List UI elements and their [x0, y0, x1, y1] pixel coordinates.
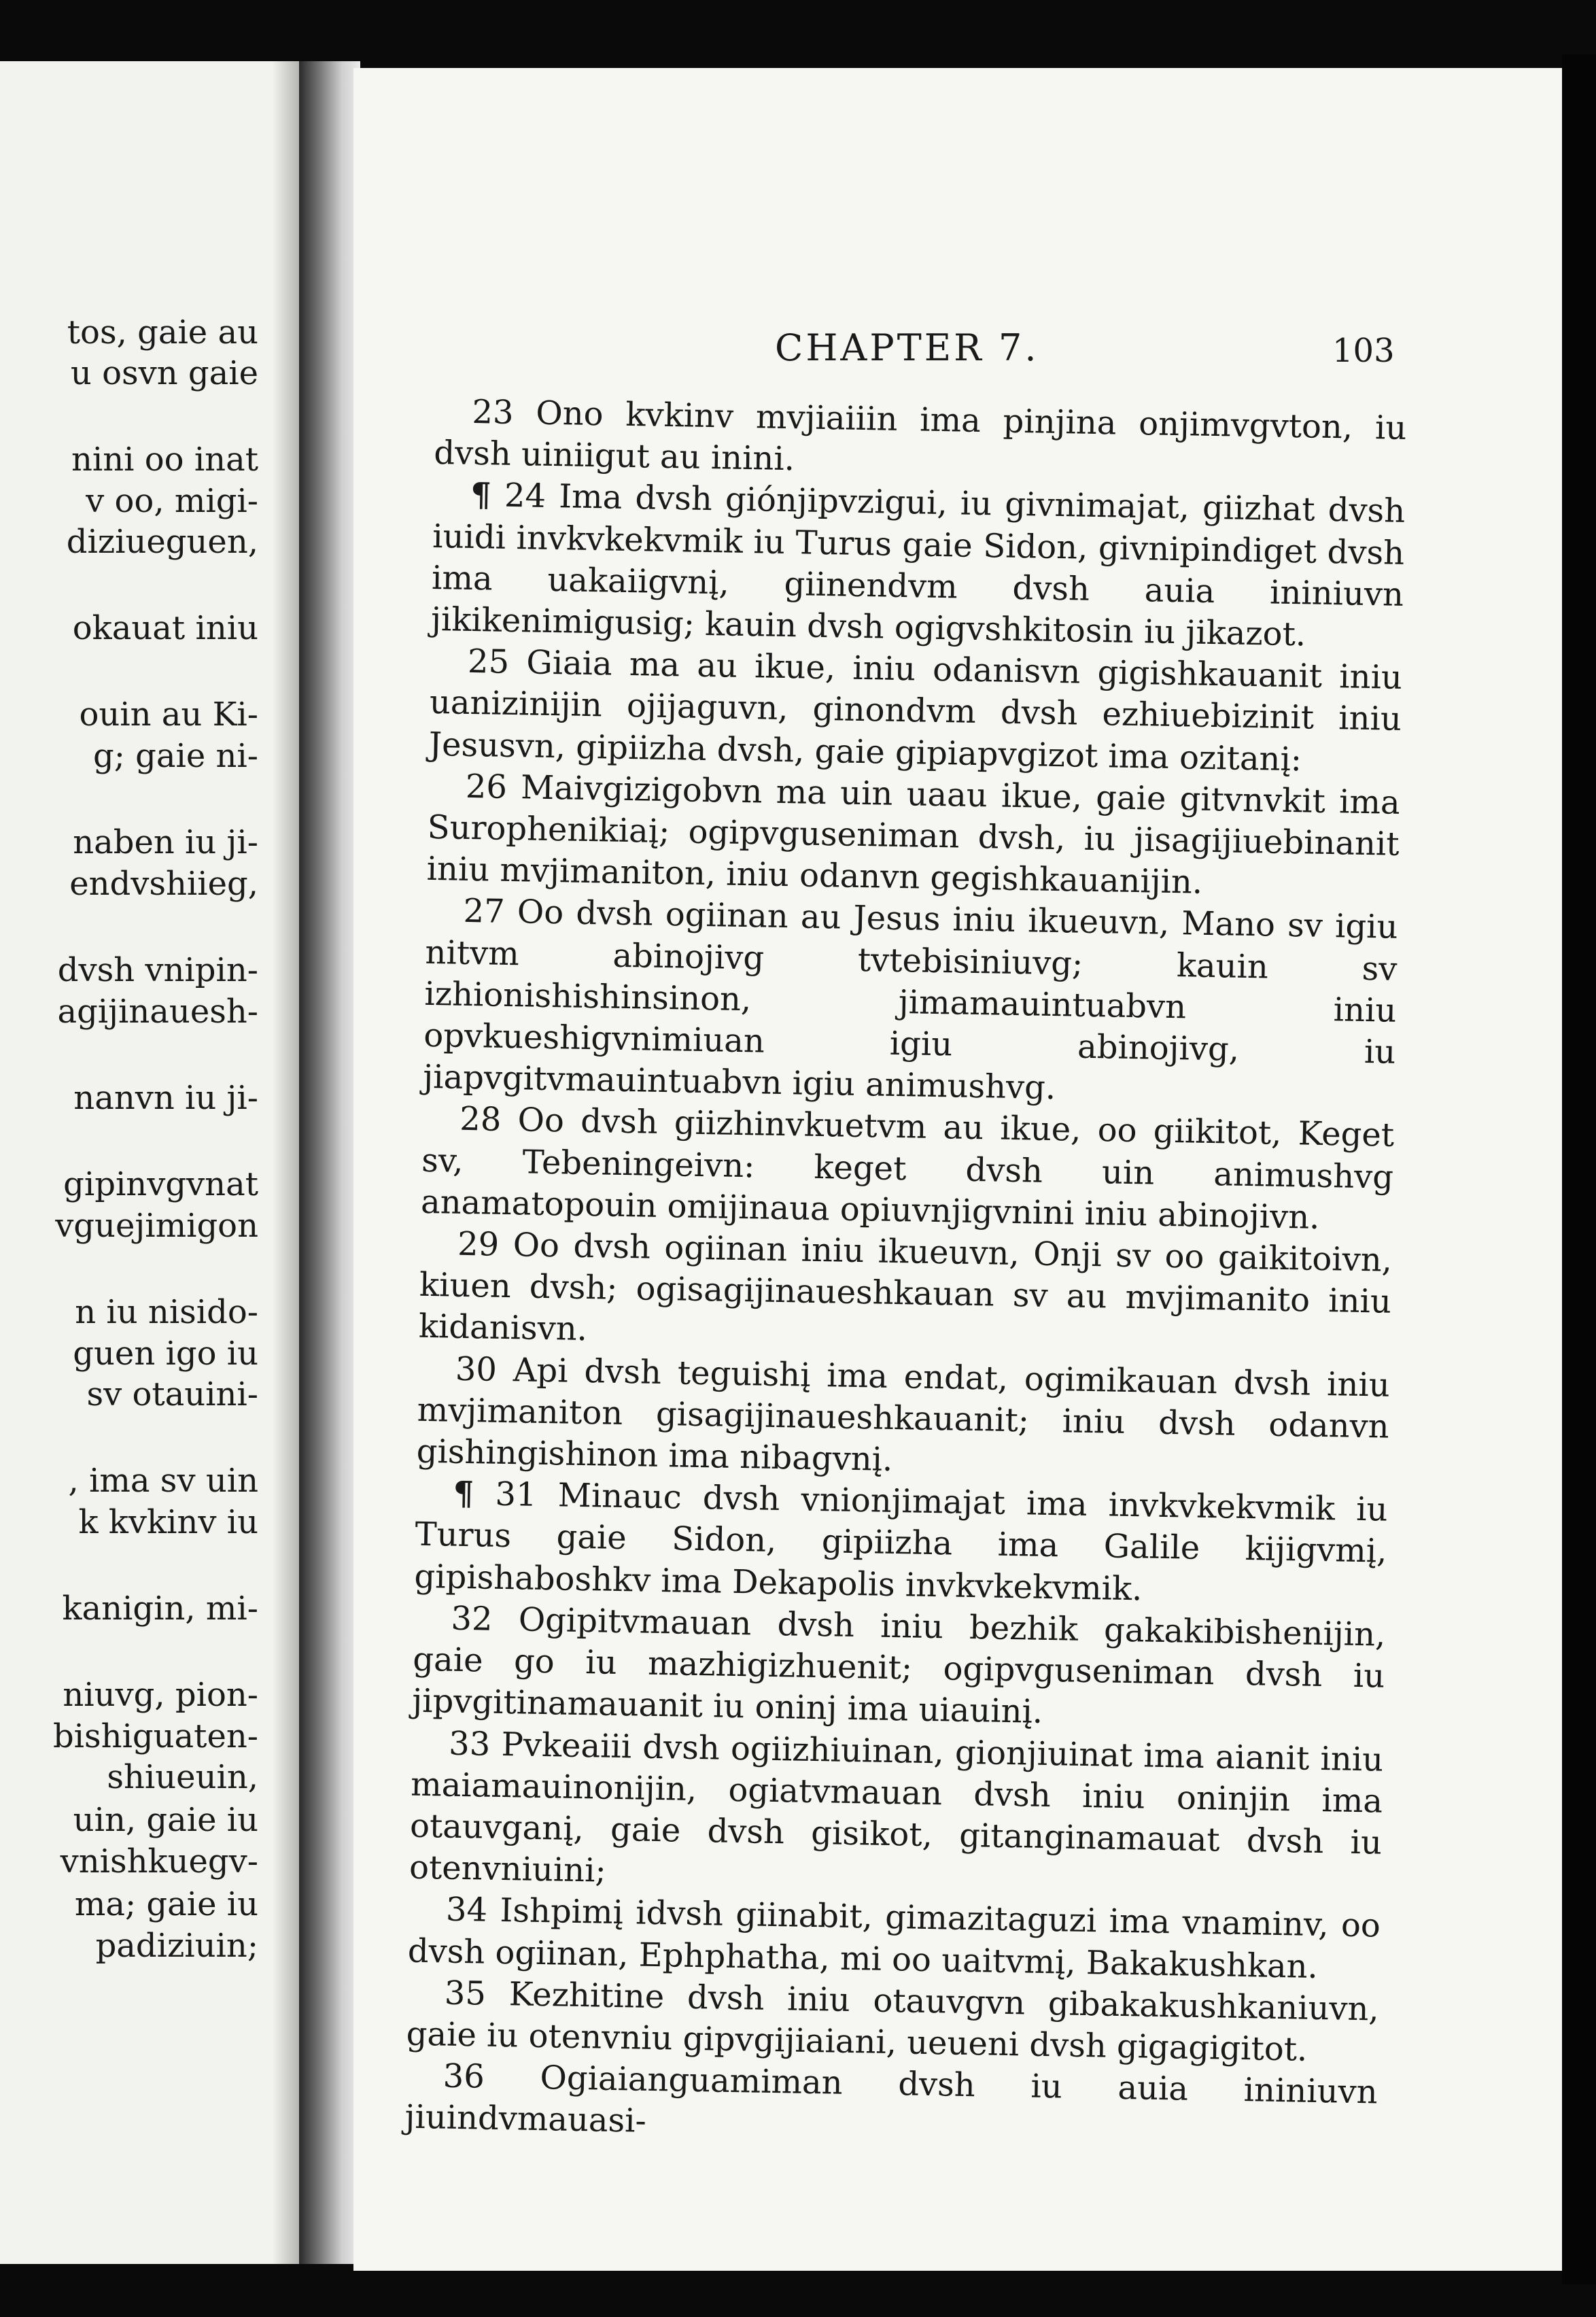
book-gutter: [299, 61, 360, 2264]
left-line: okauat iniu: [72, 609, 258, 647]
left-line: , ima sv uin: [68, 1462, 258, 1500]
left-line: guen igo iu: [73, 1335, 258, 1373]
verse-26: 26 Maivgizigobvn ma uin uaau ikue, gaie gitvnvkit ima Surophenikiaį; ogipvguseniman dvsh, iu jisagijiuebinanit iniu mvjimaniton, iniu odanvn gegishkauanijin.: [426, 767, 1401, 902]
left-line: sv otauini-: [86, 1375, 258, 1413]
left-line: tos, gaie au: [67, 313, 258, 351]
running-header: [353, 326, 1562, 370]
left-line: v oo, migi-: [86, 482, 258, 520]
verse-36: 36 Ogiaianguamiman dvsh iu auia ininiuvn jiuindvmauasi-: [404, 2057, 1378, 2141]
chapter-title: CHAPTER 7.: [775, 326, 1039, 369]
verse-32: 32 Ogipitvmauan dvsh iniu bezhik gakakibishenijin, gaie go iu mazhigizhuenit; ogipvguseniman dvsh iu jipvgitinamauanit iu oninj ima uiauinį.: [411, 1599, 1386, 1732]
left-page: [0, 61, 299, 2264]
left-page-gutter-shadow: [272, 61, 299, 2264]
left-line: agijinauesh-: [57, 993, 258, 1031]
left-line: u osvn gaie: [70, 354, 258, 392]
left-line: vnishkuegv-: [60, 1842, 258, 1881]
verse-24: [431, 474, 1406, 657]
verse-27: 27 Oo dvsh ogiinan au Jesus iniu ikueuvn, Mano sv igiu nitvm abinojivg tvtebisiniuvg; kauin sv izhionishishinsinon, jimamauintuabvn iniu opvkueshigvnimiuan igiu abinojivg, iu jiapvgitvmauintuabvn igiu animushvg.: [422, 892, 1398, 1108]
pilcrow-icon: ¶: [453, 1474, 474, 1513]
left-line: dvsh vnipin-: [57, 951, 258, 989]
left-line: ma; gaie iu: [74, 1885, 258, 1923]
scripture-text: [404, 391, 1407, 2155]
page-number: 103: [1332, 332, 1395, 370]
verse-33: 33 Pvkeaiii dvsh ogiizhiuinan, gionjiuinat ima aianit iniu maiamauinonijin, ogiatvmauan dvsh iniu oninjin ima otauvganį, gaie dvsh gisikot, gitanginamauat dvsh iu otenvniuini;: [409, 1724, 1384, 1890]
verse-30: 30 Api dvsh teguishį ima endat, ogimikauan dvsh iniu mvjimaniton gisagijinaueshkauanit; iniu dvsh odanvn gishingishinon ima nibagvnį.: [416, 1350, 1391, 1479]
right-edge-shadow: [1562, 54, 1596, 2284]
left-line: naben iu ji-: [73, 823, 258, 861]
left-line: bishiguaten-: [52, 1717, 258, 1755]
left-line: diziueguen,: [66, 523, 258, 561]
left-line: k kvkinv iu: [78, 1503, 258, 1541]
left-line: ouin au Ki-: [79, 696, 258, 734]
verse-31: [414, 1473, 1388, 1615]
verse-28: 28 Oo dvsh giizhinvkuetvm au ikue, oo giikitot, Keget sv, Tebeningeivn: keget dvsh uin animushvg anamatopouin omijinaua opiuvnjigvnini iniu abinojivn.: [420, 1100, 1395, 1237]
left-line: nini oo inat: [71, 441, 258, 479]
left-line: endvshiieg,: [69, 865, 258, 903]
verse-23: 23 Ono kvkinv mvjiaiiin ima pinjina onjimvgvton, iu dvsh uiniigut au inini.: [433, 392, 1407, 479]
left-line: vguejimigon: [55, 1207, 258, 1245]
left-line: padiziuin;: [95, 1927, 258, 1965]
verse-34: 34 Ishpimį idvsh giinabit, gimazitaguzi ima vnaminv, oo dvsh ogiinan, Ephphatha, mi oo uaitvmį, Bakakushkan.: [407, 1890, 1381, 1986]
verse-29: 29 Oo dvsh ogiinan iniu ikueuvn, Onji sv oo gaikitoivn, kiuen dvsh; ogisagijinaueshkauan sv au mvjimanito iniu kidanisvn.: [418, 1224, 1393, 1349]
left-line: niuvg, pion-: [63, 1676, 258, 1714]
left-line: kanigin, mi-: [62, 1590, 258, 1628]
verse-25: 25 Giaia ma au ikue, iniu odanisvn gigishkauanit iniu uanizinijin ojijaguvn, ginondvm dvsh ezhiuebizinit iniu Jesusvn, gipiizha dvsh, gaie gipiapvgizot ima ozitanį:: [428, 642, 1403, 778]
left-line: nanvn iu ji-: [73, 1079, 258, 1117]
left-line: n iu nisido-: [75, 1293, 258, 1331]
pilcrow-icon: ¶: [470, 476, 492, 515]
right-page: [353, 68, 1562, 2271]
verse-24-text: 24 Ima dvsh giónjipvzigui, iu givnimajat, giizhat dvsh iuidi invkvkekvmik iu Turus gaie Sidon, givnipindiget dvsh ima uakaiigvnį, giinendvm dvsh auia ininiuvn jikikenimigusig; kauin dvsh ogigvshkitosin iu jikazot.: [430, 477, 1406, 654]
left-line: uin, gaie iu: [73, 1801, 258, 1839]
left-line: shiueuin,: [107, 1758, 258, 1796]
verse-31-text: 31 Minauc dvsh vnionjimajat ima invkvkekvmik iu Turus gaie Sidon, gipiizha ima Galile kijigvmį, gipishaboshkv ima Dekapolis invkvkekvmik.: [414, 1475, 1388, 1609]
left-line: g; gaie ni-: [93, 737, 258, 775]
verse-35: 35 Kezhitine dvsh iniu otauvgvn gibakakushkaniuvn, gaie iu otenvniu gipvgijiaiani, ueueni dvsh gigagigitot.: [406, 1974, 1380, 2069]
left-line: gipinvgvnat: [63, 1165, 258, 1203]
